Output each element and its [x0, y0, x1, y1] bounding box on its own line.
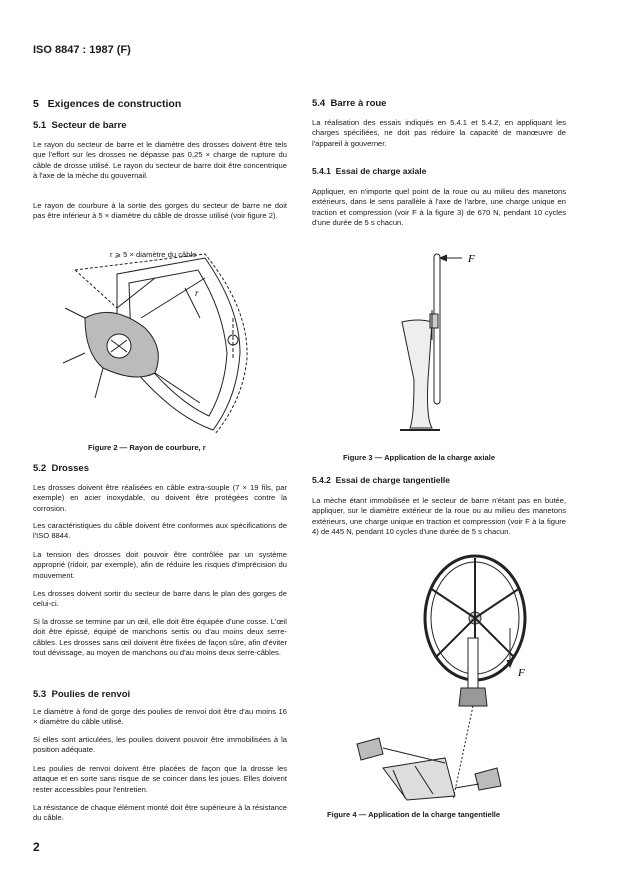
section-title: Essai de charge axiale — [335, 166, 427, 176]
pulley-right — [475, 768, 501, 790]
pulley-left — [357, 738, 383, 760]
section-number: 5.4.2 — [312, 475, 331, 485]
section-5-4-1-heading — [312, 166, 566, 176]
figure-4-caption: Figure 4 — Application de la charge tangentielle — [327, 810, 501, 819]
section-number: 5.4.1 — [312, 166, 331, 176]
section-title: Barre à roue — [330, 98, 387, 109]
section-5-4-heading — [312, 98, 566, 109]
section-number: 5.4 — [312, 98, 326, 109]
paragraph: Si elles sont articulées, les poulies doivent pouvoir être immobilisées à la position adéquate. — [33, 735, 287, 755]
section-title: Secteur de barre — [51, 120, 127, 131]
section-5-2-heading — [33, 463, 287, 474]
section-number: 5 — [33, 98, 39, 110]
paragraph: Le diamètre à fond de gorge des poulies de renvoi doit être d'au moins 16 × diamètre du câble utilisé. — [33, 707, 287, 727]
paragraph: Le rayon de courbure à la sortie des gorges du secteur de barre ne doit pas être inférieur à 5 × diamètre du câble de drosse utilisé (voir figure 2). — [33, 201, 287, 221]
section-title: Essai de charge tangentielle — [335, 475, 450, 485]
figure-4-drawing — [345, 548, 535, 813]
pedestal-column — [468, 638, 478, 688]
figure-3-drawing — [392, 250, 492, 440]
paragraph: Les poulies de renvoi doivent être placées de façon que la drosse les attaque et en sorte sans risque de se coincer dans les joues. Elles doivent rester accessibles pour l'entretien. — [33, 764, 287, 794]
force-label: F — [518, 667, 525, 679]
figure-2-label: r ⩾ 5 × diamètre du câble — [110, 250, 197, 259]
section-title: Poulies de renvoi — [51, 689, 131, 700]
figure-2-drawing — [45, 248, 265, 438]
force-label: F — [468, 253, 475, 265]
pedestal-base — [459, 688, 487, 706]
figure-2-caption: Figure 2 — Rayon de courbure, r — [88, 443, 206, 452]
paragraph: Les caractéristiques du câble doivent être conformes aux spécifications de l'ISO 8844. — [33, 521, 287, 541]
section-5-3-heading — [33, 689, 287, 700]
paragraph: La mèche étant immobilisée et le secteur de barre n'étant pas en butée, appliquer, sur le diamètre extérieur de la roue ou au milieu des manetons extérieurs, une charge unique en traction et compression (voir F à la figure 4) de 445 N, pendant 10 cycles d'une durée de 5 s chacun. — [312, 496, 566, 537]
figure-3-caption: Figure 3 — Application de la charge axiale — [343, 453, 496, 462]
section-number: 5.3 — [33, 689, 47, 700]
section-number: 5.2 — [33, 463, 47, 474]
document-header: ISO 8847 : 1987 (F) — [33, 44, 131, 56]
radius-symbol: r — [195, 288, 199, 298]
paragraph: Appliquer, en n'importe quel point de la roue ou au milieu des manetons extérieurs, dans le sens parallèle à l'axe de l'arbre, une charge unique en traction et compression (voir F à la figure 3) de 670 N, pendant 10 cycles d'une durée de 5 s chacun. — [312, 187, 566, 228]
paragraph: La tension des drosses doit pouvoir être contrôlée par un système approprié (ridoir, par exemple), afin de réduire les risques d'imprécision du mouvement. — [33, 550, 287, 580]
section-5-4-2-heading — [312, 475, 566, 485]
paragraph: Les drosses doivent être réalisées en câble extra-souple (7 × 19 fils, par exemple) en acier inoxydable, ou doivent être protégées contre la corrosion. — [33, 483, 287, 513]
paragraph: Le rayon du secteur de barre et le diamètre des drosses doivent être tels que l'effort sur les drosses ne dépasse pas 0,25 × charge de rupture du câble de drosse utilisé. Le rayon du secteur de barre doit être concentrique à l'axe de la mèche du gouvernail. — [33, 140, 287, 181]
wheel-rim-side — [434, 254, 440, 404]
pedestal — [402, 320, 432, 428]
paragraph: Les drosses doivent sortir du secteur de barre dans le plan des gorges de celui-ci. — [33, 589, 287, 609]
section-5-1-heading — [33, 120, 287, 131]
paragraph: La résistance de chaque élément monté doit être supérieure à la résistance du câble. — [33, 803, 287, 823]
paragraph: La réalisation des essais indiqués en 5.4.1 et 5.4.2, en appliquant les charges spécifiées, ne doit pas réduire la capacité de manœuvre de l'appareil à gouverner. — [312, 118, 566, 148]
steering-sector — [383, 758, 455, 800]
section-title: Drosses — [51, 463, 89, 474]
paragraph: Si la drosse se termine par un œil, elle doit être équipée d'une cosse. L'œil doit être épissé, équipé de manchons sertis ou d'au moins deux serre-câbles. Les drosses sans œil doivent être fixées de façon sûre, afin d'éviter tout dévissage, au moyen de manchons ou d'au moins deux serre-câbles. — [33, 617, 287, 658]
section-5-heading — [33, 98, 287, 110]
section-title: Exigences de construction — [47, 98, 182, 110]
page-number: 2 — [33, 840, 40, 854]
section-number: 5.1 — [33, 120, 47, 131]
